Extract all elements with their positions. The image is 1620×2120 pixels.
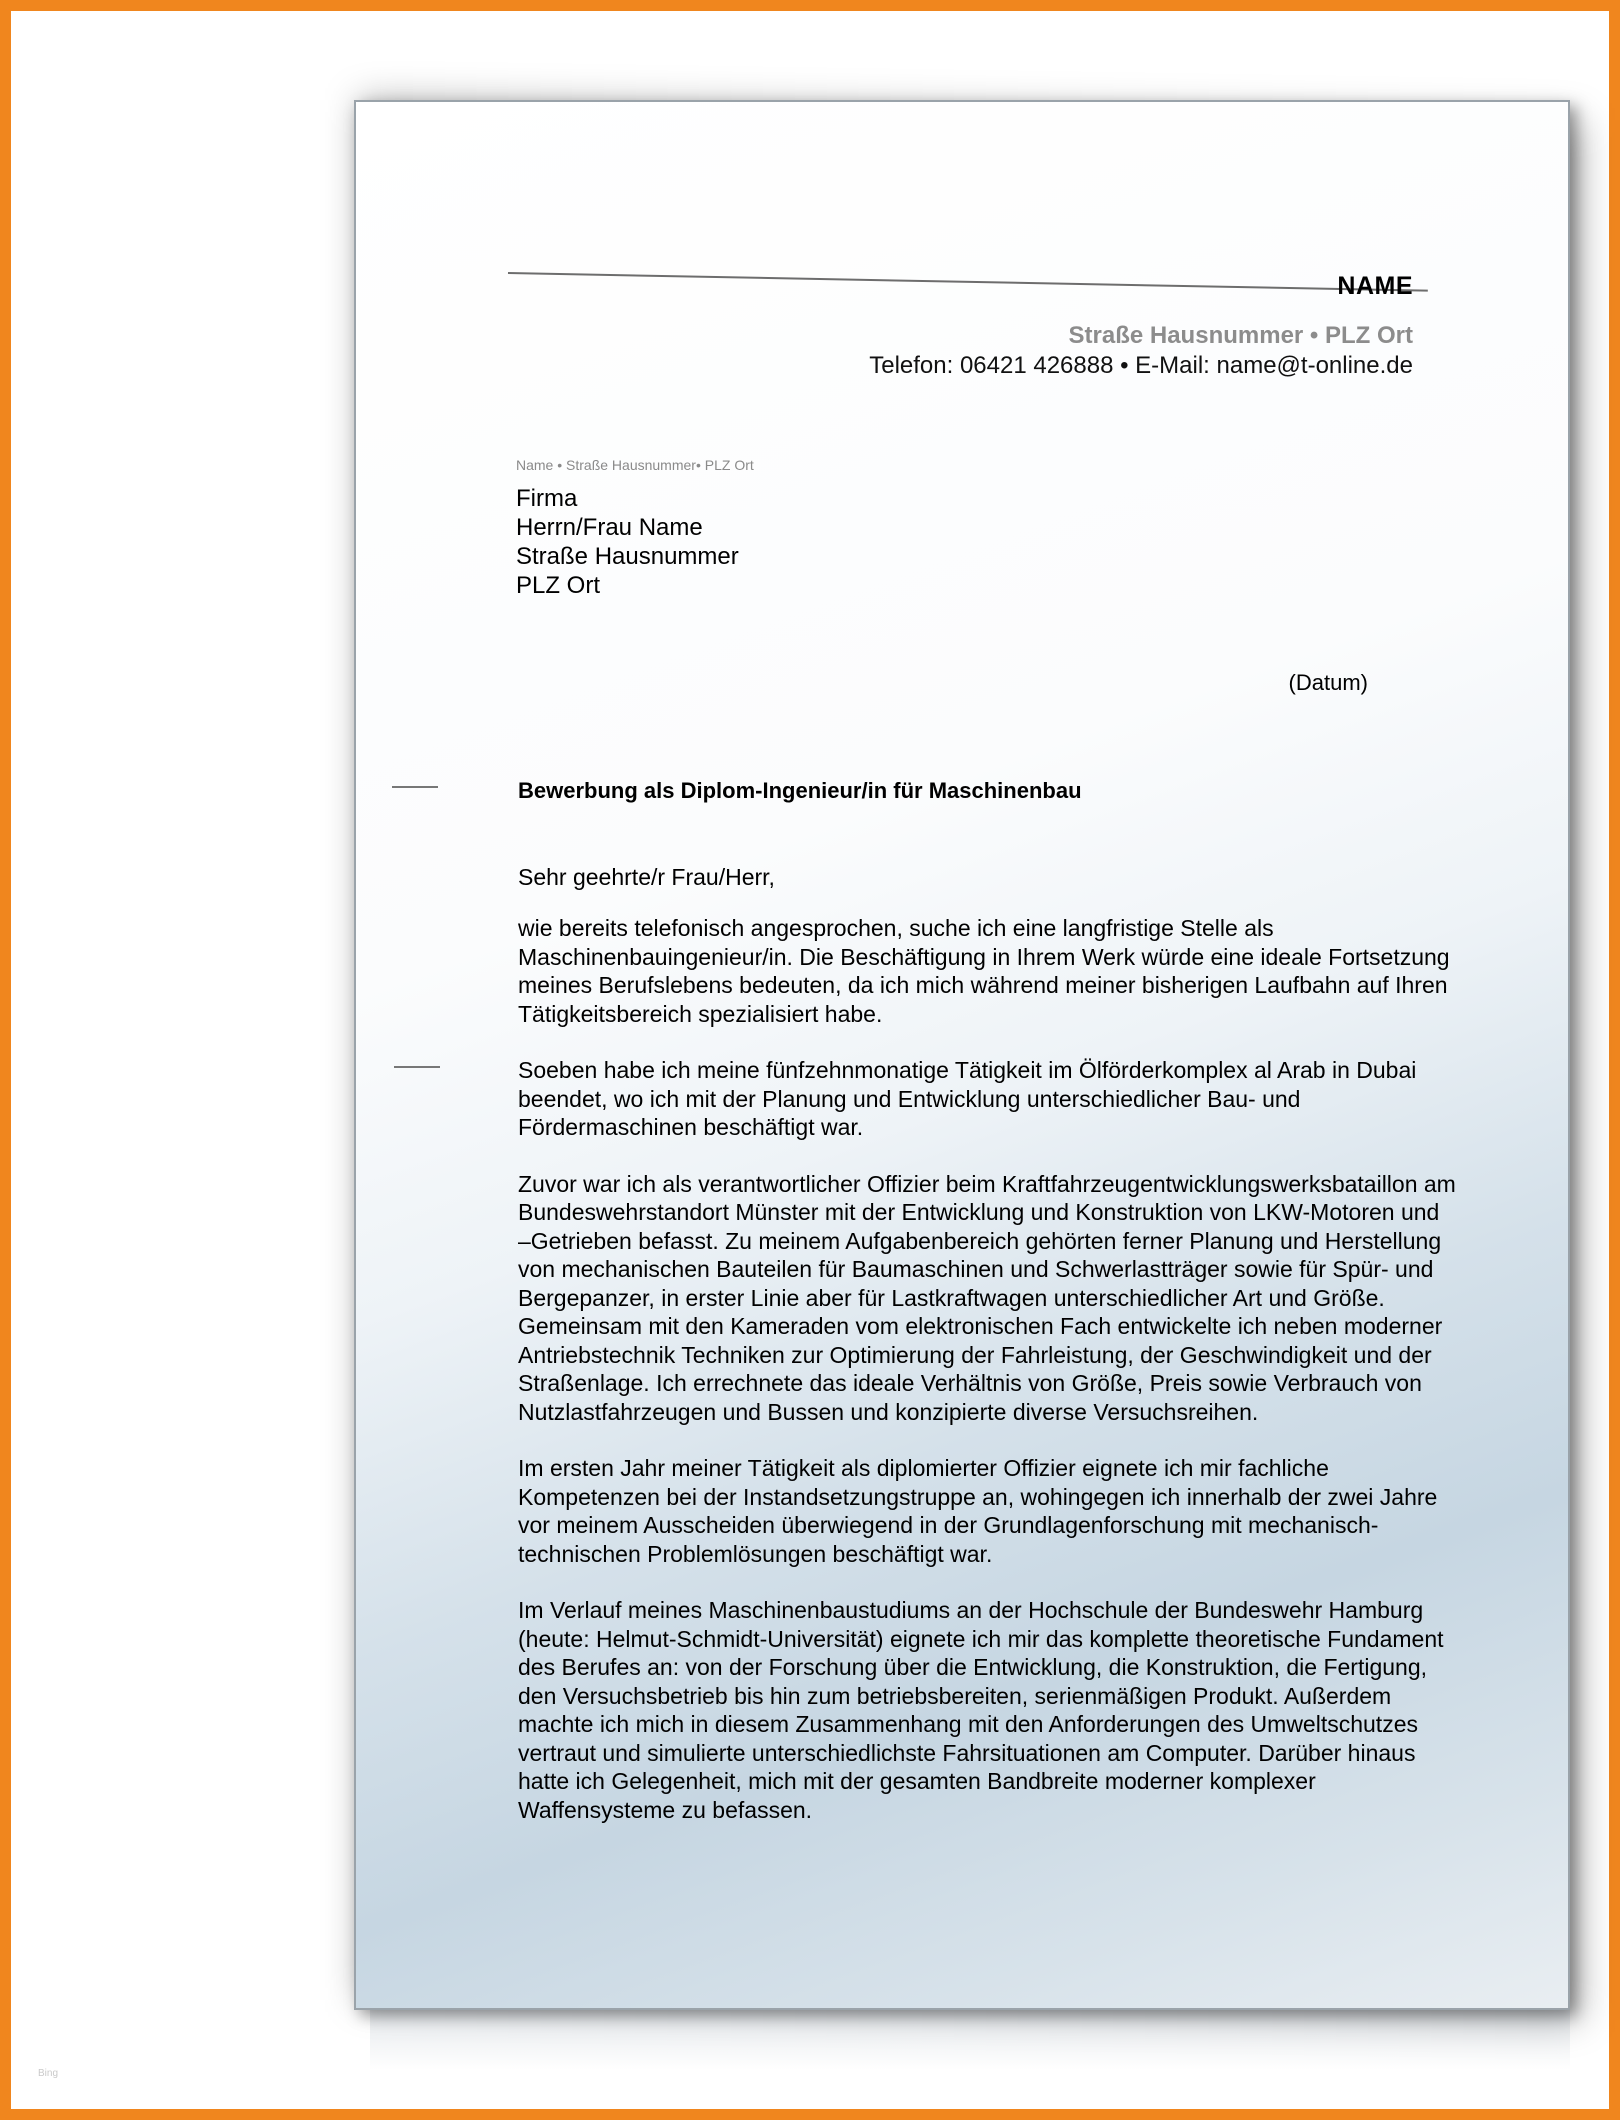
body-paragraph: Im Verlauf meines Maschinenbaustudiums an der Hochschule der Bundeswehr Hamburg (heute: Helmut-Schmidt-Universität) eignete ich mir das komplette theoretische Fundament des Berufes an: von der Forschung über die Entwicklung, die Konstruktion, die Fertigung, den Versuchsbetrieb bis hin zum betriebsbereiten, serienmäßigen Produkt. Außerdem machte ich mich in diesem Zusammenhang mit den Anforderungen des Umweltschutzes vertraut und simulierte unterschiedlichste Fahrsituationen am Computer. Darüber hinaus hatte ich Gelegenheit, mich mit der gesamten Bandbreite moderner komplexer Waffensysteme zu befassen. xyxy=(518,1597,1444,1823)
body-paragraph: Zuvor war ich als verantwortlicher Offizier beim Kraftfahrzeugentwicklungswerksbataillon am Bundeswehrstandort Münster mit der Entwicklung und Konstruktion von LKW-Motoren und –Getrieben befasst. Zu meinem Aufgabenbereich gehörten ferner Planung und Herstellung von mechanischen Bauteilen für Baumaschinen und Schwerlastträger sowie für Spür- und Bergepanzer, in erster Linie aber für Lastkraftwagen unterschiedlicher Art und Größe. Gemeinsam mit den Kameraden vom elektronischen Fach entwickelte ich neben moderner Antriebstechnik Techniken zur Optimierung der Fahrleistung, der Geschwindigkeit und der Straßenlage. Ich errechnete das ideale Verhältnis von Größe, Preis sowie Verbrauch von Nutzlastfahrzeugen und Bussen und konzipierte diverse Versuchsreihen. xyxy=(518,1170,1456,1425)
page-reflection xyxy=(370,2010,1570,2070)
fold-mark xyxy=(392,786,438,788)
letter-date: (Datum) xyxy=(1288,670,1368,695)
recipient-company: Firma xyxy=(516,485,578,512)
sender-address: Straße Hausnummer • PLZ Ort xyxy=(1068,322,1413,349)
return-address-line: Name • Straße Hausnummer• PLZ Ort xyxy=(516,457,754,473)
header-rule xyxy=(508,272,1428,292)
body-paragraph: Soeben habe ich meine fünfzehnmonatige Tätigkeit im Ölförderkomplex al Arab in Dubai beendet, wo ich mit der Planung und Entwicklung unterschiedlicher Bau- und Fördermaschinen beschäftigt war. xyxy=(518,1057,1417,1140)
recipient-block xyxy=(516,484,739,600)
letter-body xyxy=(518,914,1458,1852)
letter-subject: Bewerbung als Diplom-Ingenieur/in für Maschinenbau xyxy=(518,778,1082,803)
recipient-city: PLZ Ort xyxy=(516,572,601,599)
recipient-street: Straße Hausnummer xyxy=(516,543,739,570)
sender-name: NAME xyxy=(1337,272,1413,300)
letter-sheet xyxy=(354,100,1570,2010)
sender-contact: Telefon: 06421 426888 • E-Mail: name@t-online.de xyxy=(869,352,1413,379)
recipient-person: Herrn/Frau Name xyxy=(516,514,703,541)
punch-mark xyxy=(394,1066,440,1068)
body-paragraph: wie bereits telefonisch angesprochen, suche ich eine langfristige Stelle als Maschinenbauingenieur/in. Die Beschäftigung in Ihrem Werk würde eine ideale Fortsetzung meines Berufslebens bedeuten, da ich mich während meiner bisherigen Laufbahn auf Ihren Tätigkeitsbereich spezialisiert habe. xyxy=(518,915,1450,1027)
body-paragraph: Im ersten Jahr meiner Tätigkeit als diplomierter Offizier eignete ich mir fachliche Kompetenzen bei der Instandsetzungstruppe an, wohingegen ich innerhalb der zwei Jahre vor meinem Ausscheiden überwiegend in der Grundlagenforschung mit mechanisch-technischen Problemlösungen beschäftigt war. xyxy=(518,1455,1438,1567)
letter-salutation: Sehr geehrte/r Frau/Herr, xyxy=(518,864,775,890)
watermark: Bing xyxy=(38,2068,59,2079)
